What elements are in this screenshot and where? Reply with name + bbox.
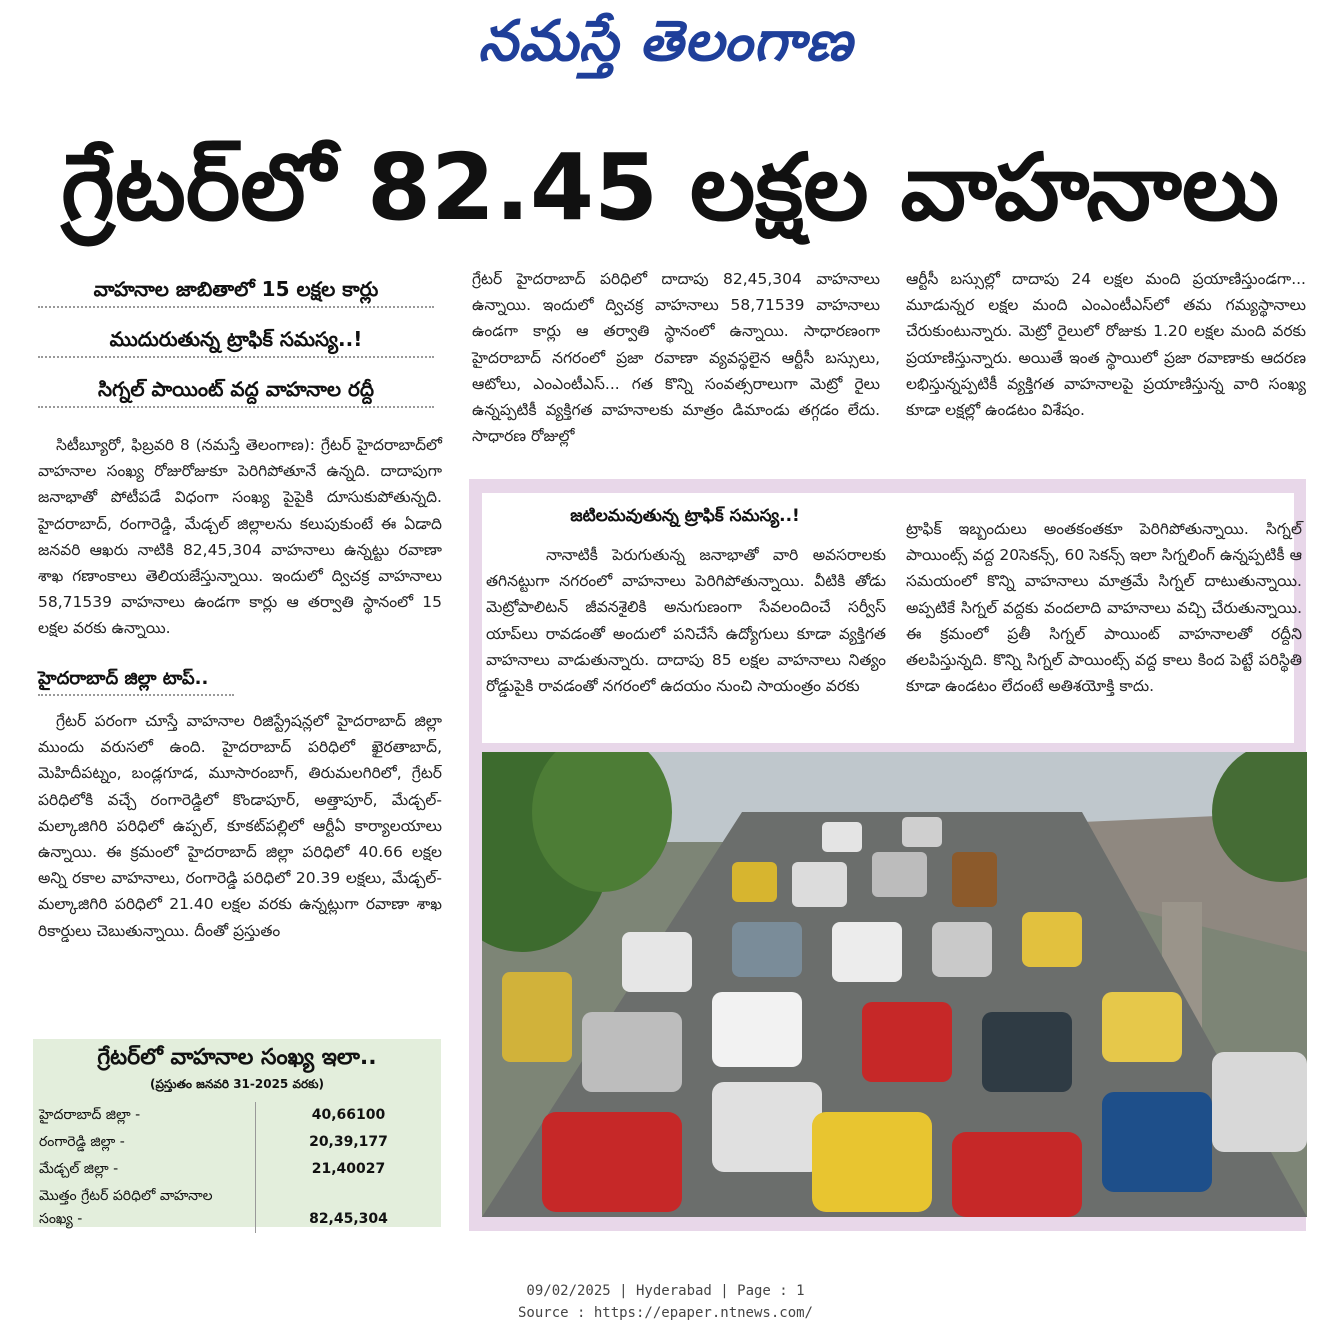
footer-date-line: 09/02/2025 | Hyderabad | Page : 1	[526, 1283, 805, 1299]
intro-paragraph: సిటీబ్యూరో, ఫిబ్రవరి 8 (నమస్తే తెలంగాణ): గ్రేటర్ హైదరాబాద్‌లో వాహనాల సంఖ్య రోజురోజుకూ పెరిగిపోతూనే ఉన్నది. దాదాపుగా జనాభాతో పోటీపడే విధంగా సంఖ్య పైపైకి దూసుకుపోతున్నది. హైదరాబాద్, రంగారెడ్డి, మేడ్చల్ జిల్లాలను కలుపుకుంటే ఈ ఏడాది జనవరి ఆఖరు నాటికి 82,45,304 వాహనాలు ఉన్నట్టు రవాణా శాఖ గణాంకాలు తెలియజేస్తున్నాయి. ఇందులో ద్విచక్ర వాహనాలు 58,71539 వాహనాలు ఉండగా కార్లు ఆ తర్వాతి స్థానంలో 15 లక్షల వరకు ఉన్నాయి.	[38, 436, 442, 638]
section-paragraph: గ్రేటర్ పరంగా చూస్తే వాహనాల రిజిస్ట్రేషన్లలో హైదరాబాద్ జిల్లా ముందు వరుసలో ఉంది. హైదరాబాద్ పరిధిలో ఖైరతాబాద్, మెహిదీపట్నం, బండ్లగూడ, మూసారంబాగ్, తిరుమలగిరిలో, గ్రేటర్ పరిధిలోకి వచ్చే రంగారెడ్డిలో కొండాపూర్, అత్తాపూర్, మేడ్చల్-మల్కాజిగిరి పరిధిలో ఉప్పల్, కూకట్‌పల్లిలో ఆర్టీఏ కార్యాలయాలు ఉన్నాయి. ఈ క్రమంలో హైదరాబాద్ జిల్లా పరిధిలో 40.66 లక్షల అన్ని రకాల వాహనాలు, రంగారెడ్డి పరిధిలో 20.39 లక్షలు, మేడ్చల్-మల్కాజిగిరి పరిధిలో 21.40 లక్షల వరకు ఉన్నట్లుగా రవాణా శాఖ రికార్డులు చెబుతున్నాయి. దీంతో ప్రస్తుతం	[38, 712, 442, 940]
table-row	[33, 1102, 441, 1129]
table-subtitle: (ప్రస్తుతం జనవరి 31-2025 వరకు)	[149, 1077, 325, 1091]
traffic-box-right-text: ట్రాఫిక్ ఇబ్బందులు అంతకంతకూ పెరిగిపోతున్నాయి. సిగ్నల్ పాయింట్స్ వద్ద 20సెకన్స్, 60 సెకన్స్ ఇలా సిగ్నలింగ్ ఉన్నప్పటికీ ఆ సమయంలో కొన్ని వాహనాలు మాత్రమే సిగ్నల్ దాటుతున్నాయి. అప్పటికే సిగ్నల్ వద్దకు వందలాది వాహనాలు వచ్చి చేరుతున్నాయి. ఈ క్రమంలో ప్రతీ సిగ్నల్ పాయింట్ వాహనాలతో రద్దీని తలపిస్తున్నది. కొన్ని సిగ్నల్ పాయింట్స్ వద్ద కాలు కింద పెట్టే పరిస్థితి కూడా ఉండటం లేదంటే అతిశయోక్తి కాదు.	[906, 520, 1302, 696]
table-row	[33, 1129, 441, 1156]
table-row	[33, 1183, 441, 1233]
row-label: రంగారెడ్డి జిల్లా -	[33, 1129, 256, 1156]
section-heading-hyderabad-top: హైదరాబాద్ జిల్లా టాప్..	[38, 664, 234, 696]
column-3-paragraph: ఆర్టీసీ బస్సుల్లో దాదాపు 24 లక్షల మంది ప్రయాణిస్తుండగా... మూడున్నర లక్షల మంది ఎంఎంటీఎస్‌లో తమ గమ్యస్థానాలు చేరుకుంటున్నారు. మెట్రో రైలులో రోజుకు 1.20 లక్షల మంది వరకు ప్రయాణిస్తున్నారు. అయితే ఇంత స్థాయిలో ప్రజా రవాణాకు ఆదరణ లభిస్తున్నప్పటికీ వ్యక్తిగత వాహనాలపై ప్రయాణిస్తున్న వారి సంఖ్య కూడా లక్షల్లో ఉండటం విశేషం.	[906, 270, 1306, 420]
headline: గ్రేటర్‌లో 82.45 లక్షల వాహనాలు	[61, 134, 1279, 241]
table-title: గ్రేటర్‌లో వాహనాల సంఖ్య ఇలా..	[97, 1045, 377, 1070]
vehicle-count-table	[33, 1039, 441, 1227]
row-value: 40,66100	[311, 1107, 386, 1123]
traffic-box-left-text: నానాటికీ పెరుగుతున్న జనాభాతో వారి అవసరాలకు తగినట్టుగా నగరంలో వాహనాలు పెరిగిపోతున్నాయి. వీటికి తోడు మెట్రోపాలిటన్ జీవనశైలికి అనుగుణంగా సేవలందించే సర్వీస్ యాప్‌లు రావడంతో అందులో పనిచేసే ఉద్యోగులు కూడా వ్యక్తిగత వాహనాలు వాడుతున్నారు. దాదాపు 85 లక్షల వాహనాలు నిత్యం రోడ్డుపైకి రావడంతో నగరంలో ఉదయం నుంచి సాయంత్రం వరకు	[486, 546, 886, 696]
traffic-jam-photo	[482, 752, 1307, 1217]
footer-source-line: Source : https://epaper.ntnews.com/	[517, 1305, 813, 1321]
traffic-photo-illustration	[482, 752, 1307, 1217]
row-label: మొత్తం గ్రేటర్ పరిధిలో వాహనాల సంఖ్య -	[33, 1183, 256, 1233]
row-value: 82,45,304	[309, 1211, 388, 1227]
table-body	[33, 1102, 441, 1233]
row-label: హైదరాబాద్ జిల్లా -	[33, 1102, 256, 1129]
traffic-box-title: జటిలమవుతున్న ట్రాఫిక్ సమస్య..!	[570, 506, 800, 526]
row-value: 21,40027	[311, 1161, 386, 1177]
table-row	[33, 1156, 441, 1183]
row-label: మేడ్చల్ జిల్లా -	[33, 1156, 256, 1183]
row-value: 20,39,177	[309, 1134, 388, 1150]
newspaper-masthead: నమస్తే తెలంగాణ	[478, 9, 853, 74]
column-2-paragraph: గ్రేటర్ హైదరాబాద్ పరిధిలో దాదాపు 82,45,304 వాహనాలు ఉన్నాయి. ఇందులో ద్విచక్ర వాహనాలు 58,71539 వాహనాలు ఉండగా కార్లు ఆ తర్వాతి స్థానంలో ఉన్నాయి. సాధారణంగా హైదరాబాద్ నగరంలో ప్రజా రవాణా వ్యవస్థలైన ఆర్టీసీ బస్సులు, ఆటోలు, ఎంఎంటీఎస్... గత కొన్ని సంవత్సరాలుగా మెట్రో రైలు ఉన్నప్పటికీ వ్యక్తిగత వాహనాలకు మాత్రం డిమాండు తగ్గడం లేదు. సాధారణ రోజుల్లో	[472, 270, 880, 446]
subhead-1: వాహనాల జాబితాలో 15 లక్షల కార్లు	[38, 272, 434, 308]
subhead-3: సిగ్నల్ పాయింట్ వద్ద వాహనాల రద్దీ	[38, 372, 434, 408]
subhead-2: ముదురుతున్న ట్రాఫిక్ సమస్య..!	[38, 322, 434, 358]
